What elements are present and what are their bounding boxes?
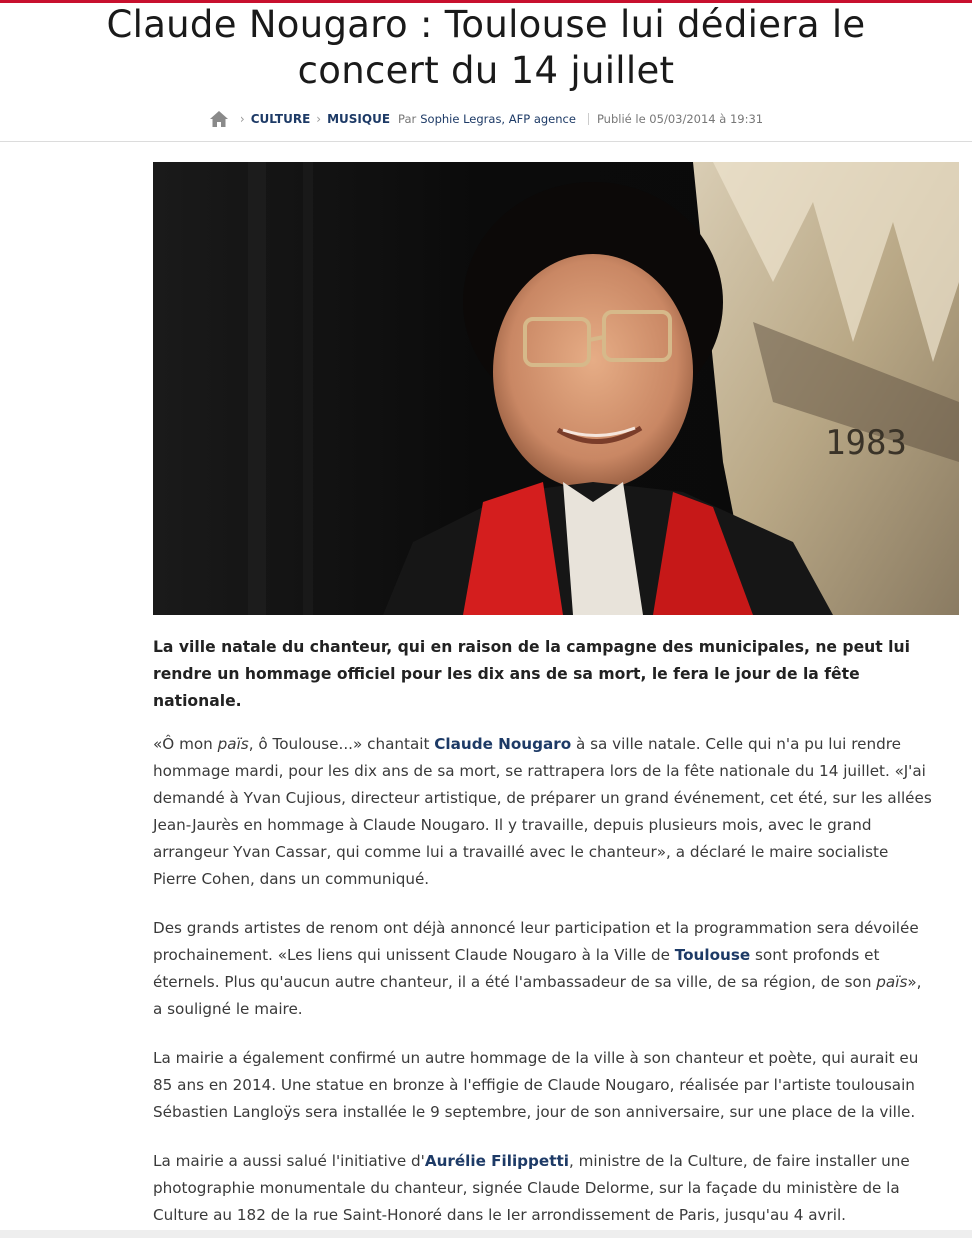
footer-divider xyxy=(0,1230,972,1238)
article-photo xyxy=(153,162,959,615)
paragraph-1: «Ô mon païs, ô Toulouse...» chantait Claude Nougaro à sa ville natale. Celle qui n'a pu lui rendre hommage mardi, pour les dix ans de sa mort, se rattrapera lors de la fête nationale du 14 juillet. «J'ai demandé à Yvan Cujious, directeur artistique, de préparer un grand événement, cet été, sur les allées Jean-Jaurès en hommage à Claude Nougaro. Il y travaille, depuis plusieurs mois, avec le grand arrangeur Yvan Cassar, qui comme lui a travaillé avec le chanteur», a déclaré le maire socialiste Pierre Cohen, dans un communiqué. xyxy=(153,735,932,888)
author-name: Sophie Legras, AFP agence xyxy=(420,112,576,126)
paragraph-3: La mairie a également confirmé un autre hommage de la ville à son chanteur et poète, qui aurait eu 85 ans en 2014. Une statue en bronze à l'effigie de Claude Nougaro, réalisée par l'artiste toulousain Sébastien Langloÿs sera installée le 9 septembre, jour de son anniversaire, sur une place de la ville. xyxy=(153,1049,919,1121)
chevron-right-icon: › xyxy=(316,112,322,126)
photo-year-text: 1983 xyxy=(825,423,907,463)
breadcrumb-musique[interactable]: MUSIQUE xyxy=(327,112,391,126)
paragraph-2: Des grands artistes de renom ont déjà annoncé leur participation et la programmation sera dévoilée prochainement. «Les liens qui unissent Claude Nougaro à la Ville de Toulouse sont profonds et éternels. Plus qu'aucun autre chanteur, il a été l'ambassadeur de sa ville, de sa région, de son païs», a souligné le maire. xyxy=(153,919,922,1018)
home-icon[interactable] xyxy=(209,110,229,128)
link-claude-nougaro[interactable]: Claude Nougaro xyxy=(434,735,572,753)
article-lead: La ville natale du chanteur, qui en raison de la campagne des municipales, ne peut lui rendre un hommage officiel pour les dix ans de sa mort, le fera le jour de la fête nationale. xyxy=(153,638,910,710)
breadcrumb-culture[interactable]: CULTURE xyxy=(250,112,311,126)
link-toulouse[interactable]: Toulouse xyxy=(674,946,751,964)
article-body xyxy=(153,634,933,1229)
header-divider xyxy=(0,141,972,142)
byline-label: Par xyxy=(398,112,417,126)
article-meta xyxy=(0,108,972,130)
paragraph-4: La mairie a aussi salué l'initiative d'Aurélie Filippetti, ministre de la Culture, de faire installer une photographie monumentale du chanteur, signée Claude Delorme, sur la façade du ministère de la Culture au 182 de la rue Saint-Honoré dans le Ier arrondissement de Paris, jusqu'au 4 avril. xyxy=(153,1152,910,1224)
meta-divider xyxy=(588,113,589,125)
link-aurelie-filippetti[interactable]: Aurélie Filippetti xyxy=(424,1152,569,1170)
publish-date: Publié le 05/03/2014 à 19:31 xyxy=(596,112,764,126)
chevron-right-icon: › xyxy=(239,112,245,126)
article-title: Claude Nougaro : Toulouse lui dédiera le concert du 14 juillet xyxy=(106,3,866,92)
